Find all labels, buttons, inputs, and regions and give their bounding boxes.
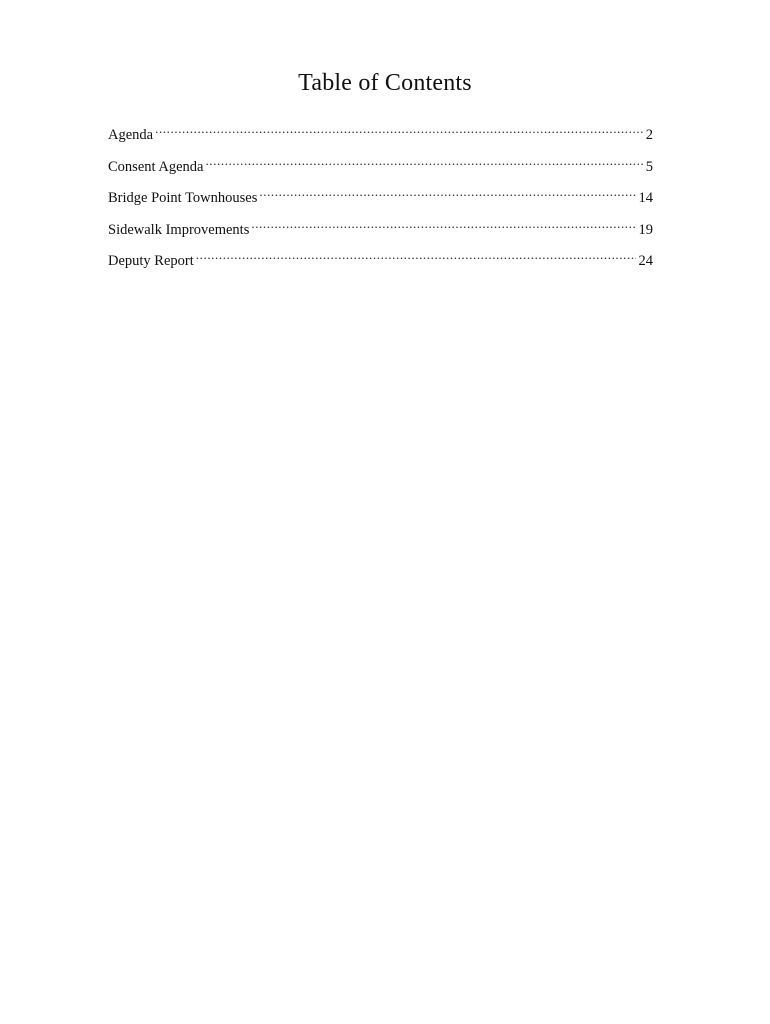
toc-entry-consent-agenda[interactable] [108,151,653,183]
toc-entry-agenda[interactable] [108,119,653,151]
toc-entry-page-number: 19 [638,221,653,238]
toc-entry-label: Consent Agenda [108,158,204,175]
toc-entry-page-number: 2 [645,127,653,143]
toc-dot-leader [251,214,635,234]
toc-dot-leader [205,151,642,171]
page-title: Table of Contents [298,70,472,96]
toc-entry-label: Sidewalk Improvements [108,221,250,238]
toc-dot-leader [259,182,635,202]
toc-entry-deputy-report[interactable] [108,245,653,277]
toc-list [108,119,653,277]
toc-entry-label: Deputy Report [108,253,194,269]
toc-entry-page-number: 24 [638,253,653,269]
toc-dot-leader [196,245,636,265]
toc-dot-leader [155,119,643,139]
toc-entry-label: Agenda [108,127,154,143]
toc-entry-label: Bridge Point Townhouses [108,190,258,206]
toc-entry-sidewalk-improvements[interactable] [108,214,653,246]
toc-entry-page-number: 14 [638,190,653,206]
toc-entry-page-number: 5 [645,158,653,175]
toc-entry-bridge-point-townhouses[interactable] [108,182,653,214]
